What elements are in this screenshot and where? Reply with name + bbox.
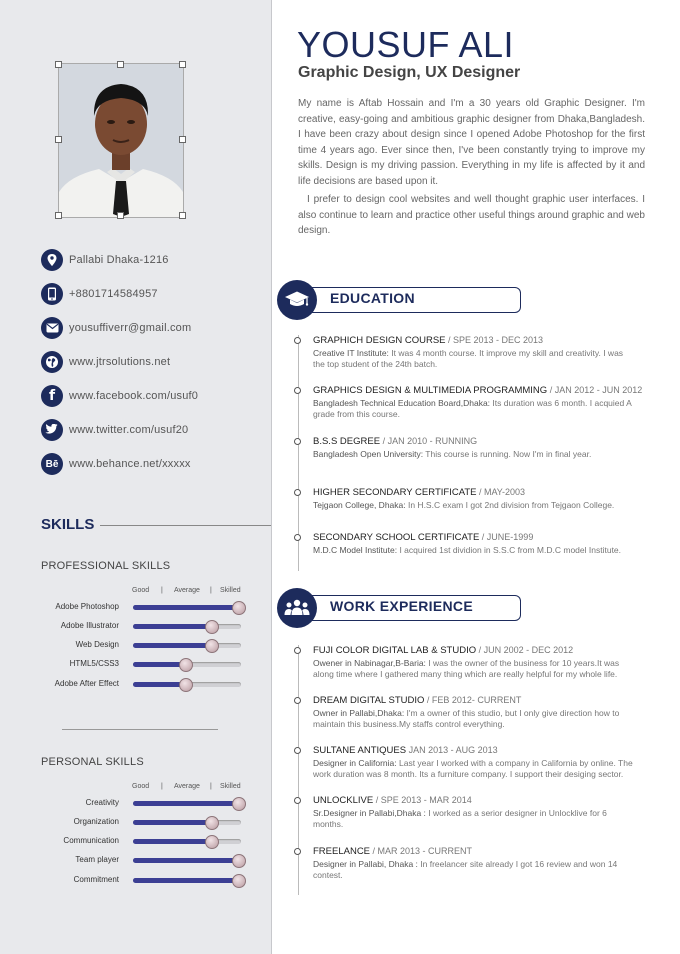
entry-description xyxy=(313,808,635,830)
entry-title xyxy=(313,335,543,346)
contact-website[interactable] xyxy=(41,351,170,373)
skill-name: HTML5/CSS3 xyxy=(69,659,119,668)
entry-detail: In H.S.C exam I got 2nd division from Tejgaon College. xyxy=(405,500,615,510)
entry-description xyxy=(313,500,635,511)
timeline-dot xyxy=(294,337,301,344)
entry-date: / JUN 2002 - DEC 2012 xyxy=(476,645,574,655)
entry-title-text: FUJI COLOR DIGITAL LAB & STUDIO xyxy=(313,645,477,656)
skill-fill xyxy=(133,878,239,883)
scale-good: Good xyxy=(132,783,150,790)
skill-fill xyxy=(133,858,239,863)
skill-track xyxy=(133,839,241,844)
entry-org: Designer in Pallabi, Dhaka : xyxy=(313,859,418,869)
crop-handle xyxy=(55,212,62,219)
skill-row xyxy=(0,658,271,672)
scale-separator: | xyxy=(210,587,212,594)
entry-date: / JUNE-1999 xyxy=(479,532,534,542)
entry-date: / MAY-2003 xyxy=(476,487,525,497)
crop-handle xyxy=(55,61,62,68)
location-pin-icon xyxy=(41,249,63,271)
entry-date: / FEB 2012- CURRENT xyxy=(424,695,522,705)
entry-title xyxy=(313,795,472,806)
entry-date: / JAN 2010 - RUNNING xyxy=(380,436,478,446)
skill-name: Adobe Illustrator xyxy=(60,621,119,630)
entry-org: Bangladesh Technical Education Board,Dhaka: xyxy=(313,398,491,408)
entry-title xyxy=(313,385,642,396)
contact-behance[interactable] xyxy=(41,453,191,475)
contact-behance-text[interactable]: www.behance.net/xxxxx xyxy=(69,458,191,470)
skill-row xyxy=(0,835,271,849)
entry-title-text: GRAPHICS DESIGN & MULTIMEDIA PROGRAMMING xyxy=(313,385,548,396)
timeline-dot xyxy=(294,489,301,496)
skill-row xyxy=(0,601,271,615)
crop-handle xyxy=(117,61,124,68)
skill-name: Adobe After Effect xyxy=(54,679,119,688)
timeline-dot xyxy=(294,534,301,541)
behance-icon: Bē xyxy=(41,453,63,475)
skill-knob xyxy=(179,658,193,672)
skill-knob xyxy=(205,620,219,634)
entry-detail: It was 4 month course. It improve my skill and creativity. I was the top student of the 24th batch. xyxy=(313,348,624,369)
skill-track xyxy=(133,858,241,863)
skill-row xyxy=(0,874,271,888)
skill-name: Communication xyxy=(63,836,119,845)
education-title: EDUCATION xyxy=(330,290,415,306)
contact-address xyxy=(41,249,169,271)
timeline-dot xyxy=(294,797,301,804)
skills-section-divider xyxy=(62,729,218,730)
entry-org: Owner in Pallabi,Dhaka: xyxy=(313,708,405,718)
entry-date: / JAN 2012 - JUN 2012 xyxy=(547,385,643,395)
skill-knob xyxy=(205,816,219,830)
sidebar xyxy=(0,0,272,954)
scale-skilled: Skilled xyxy=(220,587,241,594)
entry-detail: I worked as a serior designer in Unlocklive for 6 months. xyxy=(313,808,607,829)
scale-skilled: Skilled xyxy=(220,783,241,790)
entry-title-text: FREELANCE xyxy=(313,846,371,857)
entry-date: / SPE 2013 - MAR 2014 xyxy=(373,795,472,805)
skill-knob xyxy=(205,835,219,849)
entry-title-text: HIGHER SECONDARY CERTIFICATE xyxy=(313,487,477,498)
skill-row xyxy=(0,854,271,868)
contact-email[interactable] xyxy=(41,317,191,339)
skill-track xyxy=(133,662,241,667)
skill-track xyxy=(133,820,241,825)
education-header xyxy=(277,280,522,320)
work-timeline xyxy=(298,645,299,895)
entry-title-text: SULTANE ANTIQUES xyxy=(313,745,407,756)
entry-detail: This course is running. Now I'm in final year. xyxy=(423,449,592,459)
timeline-dot xyxy=(294,848,301,855)
contact-email-text[interactable]: yousuffiverr@gmail.com xyxy=(69,322,192,334)
entry-org: Designer in California: xyxy=(313,758,397,768)
entry-title xyxy=(313,745,498,756)
crop-handle xyxy=(179,212,186,219)
entry-detail: I'm a owner of this studio, but I only give direction how to maintain this business.My staffs control everything. xyxy=(313,708,620,729)
skill-track xyxy=(133,878,241,883)
twitter-icon xyxy=(41,419,63,441)
about-paragraph-1: My name is Aftab Hossain and I'm a 30 years old Graphic Designer. I'm creative, easy-going and ambitious graphic designer from Dhaka,Bangladesh. I have been crazy about design since I opened Adobe Photoshop for the first time 4 years ago. Ever since then, I've been constantly trying to improve my skills. Design is my driving passion. Everything in my life is affected by it and life decisions are based upon it. xyxy=(298,98,645,187)
skill-knob xyxy=(205,639,219,653)
skill-fill xyxy=(133,801,239,806)
contact-phone-text[interactable]: +8801714584957 xyxy=(69,288,158,300)
scale-average: Average xyxy=(174,783,200,790)
entry-description xyxy=(313,658,635,680)
skill-track xyxy=(133,605,241,610)
scale-good: Good xyxy=(132,587,150,594)
entry-date: JAN 2013 - AUG 2013 xyxy=(406,745,498,755)
entry-description xyxy=(313,348,635,370)
work-experience-header xyxy=(277,588,522,628)
contact-facebook[interactable] xyxy=(41,385,198,407)
skill-row xyxy=(0,620,271,634)
entry-org: Tejgaon College, Dhaka: xyxy=(313,500,406,510)
scale-average: Average xyxy=(174,587,200,594)
entry-description xyxy=(313,708,635,730)
contact-website-text[interactable]: www.jtrsolutions.net xyxy=(69,356,171,368)
entry-title-text: DREAM DIGITAL STUDIO xyxy=(313,695,425,706)
entry-title xyxy=(313,846,472,857)
skill-fill xyxy=(133,839,212,844)
scale-separator: | xyxy=(210,783,212,790)
skill-name: Commitment xyxy=(73,875,119,884)
entry-description xyxy=(313,398,635,420)
team-icon xyxy=(277,588,317,628)
skill-knob xyxy=(232,601,246,615)
skill-fill xyxy=(133,682,186,687)
entry-date: / SPE 2013 - DEC 2013 xyxy=(445,335,544,345)
entry-title xyxy=(313,436,477,447)
professional-skills-heading: PROFESSIONAL SKILLS xyxy=(41,560,171,572)
globe-icon xyxy=(41,351,63,373)
timeline-dot xyxy=(294,747,301,754)
entry-detail: I acquired 1st dividion in S.S.C from M.D.C model Institute. xyxy=(397,545,622,555)
entry-org: M.D.C Model Institute: xyxy=(313,545,398,555)
crop-handle xyxy=(117,212,124,219)
entry-description xyxy=(313,758,635,780)
skill-track xyxy=(133,682,241,687)
timeline-dot xyxy=(294,697,301,704)
entry-org: Bangladesh Open University: xyxy=(313,449,424,459)
scale-separator: | xyxy=(161,587,163,594)
crop-handle xyxy=(179,136,186,143)
entry-date: / MAR 2013 - CURRENT xyxy=(370,846,473,856)
skill-name: Team player xyxy=(75,855,119,864)
entry-detail: Its duration was 6 month. I acquied A grade from this course. xyxy=(313,398,632,419)
skill-knob xyxy=(232,797,246,811)
entry-title xyxy=(313,695,521,706)
graduation-cap-icon xyxy=(277,280,317,320)
entry-description xyxy=(313,859,635,881)
timeline-dot xyxy=(294,438,301,445)
skill-knob xyxy=(232,854,246,868)
contact-address-text: Pallabi Dhaka-1216 xyxy=(69,254,169,266)
email-icon xyxy=(41,317,63,339)
skills-heading: SKILLS xyxy=(41,516,95,533)
skill-fill xyxy=(133,662,186,667)
portrait-illustration xyxy=(59,64,183,217)
skill-row xyxy=(0,797,271,811)
resume-name: YOUSUF ALI xyxy=(297,24,515,65)
skill-row xyxy=(0,678,271,692)
crop-handle xyxy=(179,61,186,68)
entry-title-text: GRAPHICH DESIGN COURSE xyxy=(313,335,446,346)
contact-twitter-text[interactable]: www.twitter.com/usuf20 xyxy=(69,424,189,436)
skill-row xyxy=(0,816,271,830)
crop-handle xyxy=(55,136,62,143)
contact-twitter[interactable] xyxy=(41,419,188,441)
entry-title-text: SECONDARY SCHOOL CERTIFICATE xyxy=(313,532,480,543)
timeline-dot xyxy=(294,647,301,654)
skill-track xyxy=(133,801,241,806)
entry-org: Owener in Nabinagar,B-Baria: xyxy=(313,658,426,668)
skill-name: Creativity xyxy=(85,798,119,807)
personal-skills-heading: PERSONAL SKILLS xyxy=(41,756,144,768)
work-experience-title: WORK EXPERIENCE xyxy=(330,598,473,614)
entry-org: Creative IT Institute: xyxy=(313,348,389,358)
profile-photo xyxy=(58,63,184,218)
skill-fill xyxy=(133,820,212,825)
entry-detail: I was the owner of the business for 10 years.It was along time where I gathered many thing which are really helpful for my whole life. xyxy=(313,658,620,679)
contact-phone[interactable] xyxy=(41,283,158,305)
skills-divider xyxy=(100,525,271,526)
skill-row xyxy=(0,639,271,653)
entry-title xyxy=(313,645,573,656)
entry-detail: Last year I worked with a company in California by online. The work duration was 8 month. Its a furniture company. I support their desiging sector. xyxy=(313,758,633,779)
skill-track xyxy=(133,624,241,629)
skill-name: Web Design xyxy=(75,640,119,649)
entry-description xyxy=(313,449,635,460)
skill-knob xyxy=(232,874,246,888)
entry-title-text: B.S.S DEGREE xyxy=(313,436,381,447)
entry-description xyxy=(313,545,635,556)
resume-role: Graphic Design, UX Designer xyxy=(298,64,521,81)
entry-org: Sr.Designer in Pallabi,Dhaka : xyxy=(313,808,426,818)
entry-detail: In freelancer site already I got 16 review and won 14 contest. xyxy=(313,859,618,880)
scale-separator: | xyxy=(161,783,163,790)
about-paragraph-2: I prefer to design cool websites and well thought graphic user interfaces. I also continue to learn and practice other useful things around graphic and web design. xyxy=(298,194,645,237)
contact-facebook-text[interactable]: www.facebook.com/usuf0 xyxy=(69,390,199,402)
skill-name: Organization xyxy=(73,817,119,826)
entry-title xyxy=(313,487,525,498)
entry-title xyxy=(313,532,533,543)
facebook-icon: f xyxy=(41,385,63,407)
timeline-dot xyxy=(294,387,301,394)
skill-track xyxy=(133,643,241,648)
entry-title-text: UNLOCKLIVE xyxy=(313,795,374,806)
skill-fill xyxy=(133,605,239,610)
phone-icon xyxy=(41,283,63,305)
skill-fill xyxy=(133,643,212,648)
skill-fill xyxy=(133,624,212,629)
skill-knob xyxy=(179,678,193,692)
skill-name: Adobe Photoshop xyxy=(55,602,119,611)
